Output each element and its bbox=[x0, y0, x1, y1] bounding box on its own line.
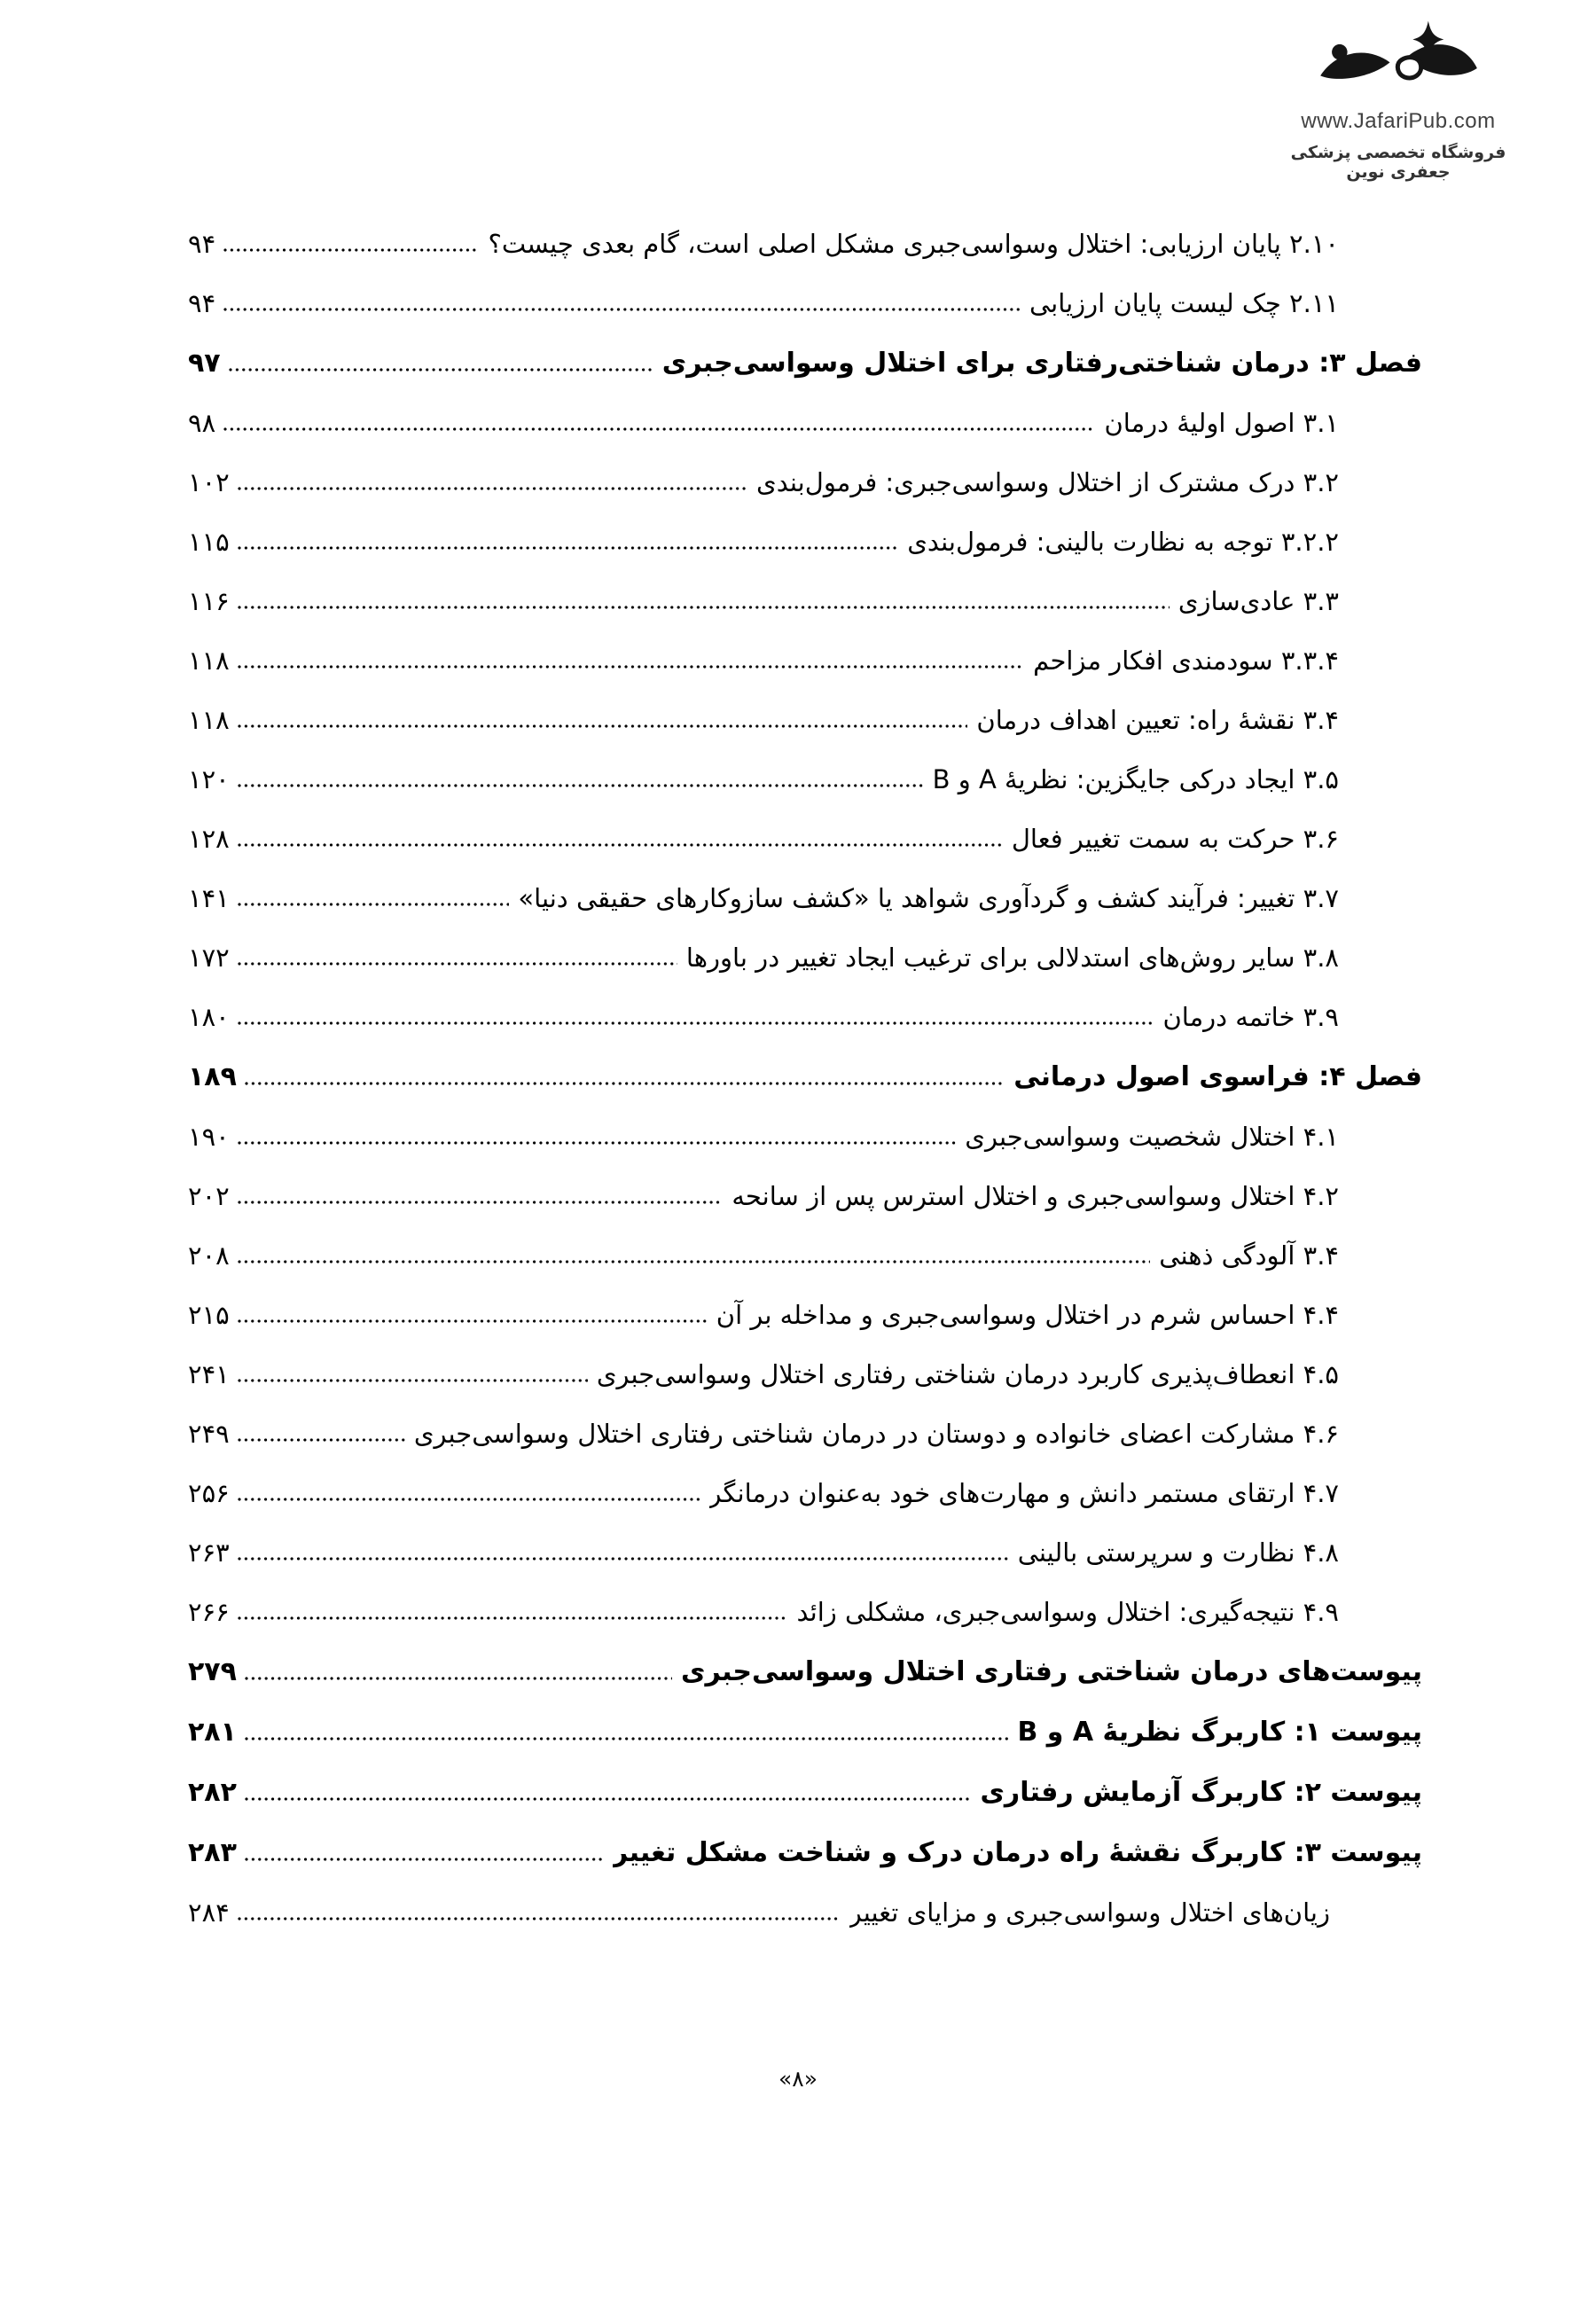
toc-row bbox=[188, 700, 1422, 740]
toc-entry-page: ۹۸ bbox=[188, 408, 216, 438]
toc-row bbox=[188, 1354, 1422, 1395]
toc-entry-page: ۲۶۶ bbox=[188, 1597, 230, 1627]
toc-entry-page: ۱۱۵ bbox=[188, 527, 230, 557]
toc-row bbox=[188, 343, 1422, 384]
toc-leader-dots bbox=[237, 961, 677, 966]
toc-row bbox=[188, 640, 1422, 681]
toc-entry-title: ۴.۲ اختلال وسواسی‌جبری و اختلال استرس پس از سانحه bbox=[732, 1181, 1339, 1211]
toc-row bbox=[188, 759, 1422, 800]
toc-entry-page: ۲۷۹ bbox=[188, 1656, 237, 1687]
toc-entry-title: ۳.۷ تغییر: فرآیند کشف و گردآوری شواهد یا «کشف سازوکارهای حقیقی دنیا» bbox=[518, 883, 1339, 913]
toc-entry-title: پیوست ۳: کاربرگ نقشۀ راه درمان درک و شناخت مشکل تغییر bbox=[612, 1837, 1422, 1868]
toc-entry-title: پیوست ۲: کاربرگ آزمایش رفتاری bbox=[980, 1777, 1422, 1808]
toc-entry-title: ۴.۴ احساس شرم در اختلال وسواسی‌جبری و مداخله بر آن bbox=[716, 1300, 1339, 1330]
toc-entry-title: ۳.۴ آلودگی ذهنی bbox=[1159, 1240, 1339, 1271]
toc-entry-page: ۱۱۶ bbox=[188, 586, 230, 616]
toc-leader-dots bbox=[237, 1437, 405, 1443]
toc-leader-dots bbox=[237, 1259, 1151, 1264]
toc-row bbox=[188, 1295, 1422, 1335]
toc-leader-dots bbox=[244, 1676, 672, 1681]
toc-entry-title: ۴.۷ ارتقای مستمر دانش و مهارت‌های خود به‌عنوان درمانگر bbox=[708, 1478, 1339, 1508]
toc-entry-page: ۹۷ bbox=[188, 348, 221, 379]
publisher-logo bbox=[1279, 20, 1518, 182]
toc-entry-title: ۳.۸ سایر روش‌های استدلالی برای ترغیب ایجاد تغییر در باورها bbox=[685, 943, 1339, 973]
toc-entry-title: ۴.۹ نتیجه‌گیری: اختلال وسواسی‌جبری، مشکلی زائد bbox=[796, 1597, 1339, 1627]
table-of-contents bbox=[188, 223, 1422, 1952]
toc-leader-dots bbox=[244, 1796, 972, 1802]
toc-row bbox=[188, 878, 1422, 919]
toc-entry-title: ۴.۸ نظارت و سرپرستی بالینی bbox=[1017, 1537, 1339, 1568]
toc-row bbox=[188, 1413, 1422, 1454]
toc-leader-dots bbox=[237, 1021, 1154, 1026]
toc-entry-title: ۳.۹ خاتمه درمان bbox=[1162, 1002, 1339, 1032]
toc-entry-page: ۲۸۴ bbox=[188, 1897, 230, 1928]
publisher-url: www.JafariPub.com bbox=[1301, 109, 1496, 133]
toc-entry-page: ۲۴۱ bbox=[188, 1359, 230, 1389]
toc-entry-page: ۲۰۸ bbox=[188, 1240, 230, 1271]
toc-leader-dots bbox=[237, 1378, 588, 1383]
toc-entry-title: فصل ۴: فراسوی اصول درمانی bbox=[1013, 1061, 1422, 1092]
toc-row bbox=[188, 1833, 1422, 1874]
toc-leader-dots bbox=[228, 367, 653, 372]
toc-leader-dots bbox=[244, 1081, 1005, 1086]
toc-entry-page: ۲۶۳ bbox=[188, 1537, 230, 1568]
toc-leader-dots bbox=[237, 486, 747, 491]
toc-row bbox=[188, 1116, 1422, 1157]
toc-entry-page: ۱۸۰ bbox=[188, 1002, 230, 1032]
toc-leader-dots bbox=[237, 783, 924, 788]
toc-row bbox=[188, 1235, 1422, 1276]
page-number: «۸» bbox=[778, 2066, 818, 2092]
toc-entry-title: ۲.۱۰ پایان ارزیابی: اختلال وسواسی‌جبری مشکل اصلی است، گام بعدی چیست؟ bbox=[488, 229, 1339, 259]
toc-row bbox=[188, 223, 1422, 264]
publisher-logo-icon bbox=[1317, 20, 1481, 108]
toc-entry-page: ۹۴ bbox=[188, 288, 216, 318]
toc-row bbox=[188, 1592, 1422, 1632]
toc-row bbox=[188, 1712, 1422, 1753]
toc-entry-title: ۳.۳.۴ سودمندی افکار مزاحم bbox=[1033, 645, 1339, 676]
toc-leader-dots bbox=[244, 1736, 1009, 1741]
toc-leader-dots bbox=[237, 1497, 700, 1502]
toc-entry-page: ۲۴۹ bbox=[188, 1419, 230, 1449]
toc-entry-page: ۲۸۳ bbox=[188, 1837, 237, 1868]
toc-row bbox=[188, 1057, 1422, 1098]
toc-entry-title: ۲.۱۱ چک لیست پایان ارزیابی bbox=[1029, 288, 1339, 318]
toc-row bbox=[188, 818, 1422, 859]
toc-leader-dots bbox=[237, 902, 510, 907]
toc-row bbox=[188, 1652, 1422, 1693]
toc-leader-dots bbox=[237, 1200, 724, 1205]
toc-entry-page: ۱۱۸ bbox=[188, 645, 230, 676]
toc-entry-title: ۴.۱ اختلال شخصیت وسواسی‌جبری bbox=[965, 1122, 1339, 1152]
toc-leader-dots bbox=[237, 605, 1170, 610]
toc-entry-page: ۱۲۸ bbox=[188, 824, 230, 854]
toc-entry-page: ۲۸۱ bbox=[188, 1717, 237, 1748]
toc-entry-page: ۱۱۸ bbox=[188, 705, 230, 735]
toc-leader-dots bbox=[244, 1857, 604, 1862]
toc-entry-title: فصل ۳: درمان شناختی‌رفتاری برای اختلال وسواسی‌جبری bbox=[661, 348, 1422, 379]
toc-entry-title: ۳.۳ عادی‌سازی bbox=[1177, 586, 1339, 616]
toc-entry-title: ۴.۶ مشارکت اعضای خانواده و دوستان در درمان شناختی رفتاری اختلال وسواسی‌جبری bbox=[413, 1419, 1339, 1449]
toc-leader-dots bbox=[223, 426, 1095, 432]
page-footer bbox=[0, 2066, 1596, 2092]
toc-entry-title: ۳.۲ درک مشترک از اختلال وسواسی‌جبری: فرمول‌بندی bbox=[756, 467, 1339, 497]
toc-entry-title: پیوست‌های درمان شناختی رفتاری اختلال وسواسی‌جبری bbox=[681, 1656, 1422, 1687]
toc-entry-page: ۹۴ bbox=[188, 229, 216, 259]
toc-row bbox=[188, 1532, 1422, 1573]
toc-entry-page: ۱۰۲ bbox=[188, 467, 230, 497]
toc-leader-dots bbox=[223, 307, 1021, 312]
toc-entry-page: ۲۰۲ bbox=[188, 1181, 230, 1211]
toc-leader-dots bbox=[237, 664, 1024, 669]
toc-entry-title: زیان‌های اختلال وسواسی‌جبری و مزایای تغییر bbox=[849, 1897, 1330, 1928]
toc-row bbox=[188, 1772, 1422, 1813]
toc-entry-page: ۲۸۲ bbox=[188, 1777, 237, 1808]
toc-entry-page: ۱۹۰ bbox=[188, 1122, 230, 1152]
toc-row bbox=[188, 937, 1422, 978]
toc-entry-page: ۲۵۶ bbox=[188, 1478, 230, 1508]
toc-leader-dots bbox=[237, 724, 968, 729]
toc-leader-dots bbox=[237, 1556, 1009, 1561]
toc-row bbox=[188, 283, 1422, 324]
toc-entry-title: ۳.۱ اصول اولیۀ درمان bbox=[1104, 408, 1339, 438]
toc-row bbox=[188, 997, 1422, 1037]
toc-row bbox=[188, 1176, 1422, 1216]
toc-row bbox=[188, 1473, 1422, 1514]
toc-leader-dots bbox=[237, 545, 898, 551]
toc-entry-title: پیوست ۱: کاربرگ نظریۀ A و B bbox=[1017, 1717, 1422, 1748]
toc-entry-title: ۳.۴ نقشۀ راه: تعیین اهداف درمان bbox=[976, 705, 1339, 735]
toc-entry-page: ۱۲۰ bbox=[188, 764, 230, 794]
toc-row bbox=[188, 1892, 1422, 1933]
toc-leader-dots bbox=[237, 1318, 708, 1324]
toc-entry-title: ۳.۶ حرکت به سمت تغییر فعال bbox=[1011, 824, 1339, 854]
toc-entry-title: ۴.۵ انعطاف‌پذیری کاربرد درمان شناختی رفتاری اختلال وسواسی‌جبری bbox=[596, 1359, 1339, 1389]
toc-leader-dots bbox=[237, 1140, 957, 1146]
toc-row bbox=[188, 521, 1422, 562]
toc-entry-page: ۱۴۱ bbox=[188, 883, 230, 913]
toc-entry-title: ۳.۲.۲ توجه به نظارت بالینی: فرمول‌بندی bbox=[907, 527, 1339, 557]
toc-leader-dots bbox=[237, 842, 1003, 848]
toc-entry-title: ۳.۵ ایجاد درکی جایگزین: نظریۀ A و B bbox=[932, 764, 1339, 794]
toc-leader-dots bbox=[237, 1615, 788, 1621]
toc-leader-dots bbox=[223, 247, 479, 253]
toc-leader-dots bbox=[237, 1916, 841, 1921]
toc-row bbox=[188, 462, 1422, 503]
toc-entry-page: ۲۱۵ bbox=[188, 1300, 230, 1330]
toc-entry-page: ۱۷۲ bbox=[188, 943, 230, 973]
toc-entry-page: ۱۸۹ bbox=[188, 1061, 237, 1092]
toc-row bbox=[188, 581, 1422, 622]
toc-row bbox=[188, 403, 1422, 443]
publisher-tagline: فروشگاه تخصصی پزشکی جعفری نوین bbox=[1290, 143, 1506, 182]
